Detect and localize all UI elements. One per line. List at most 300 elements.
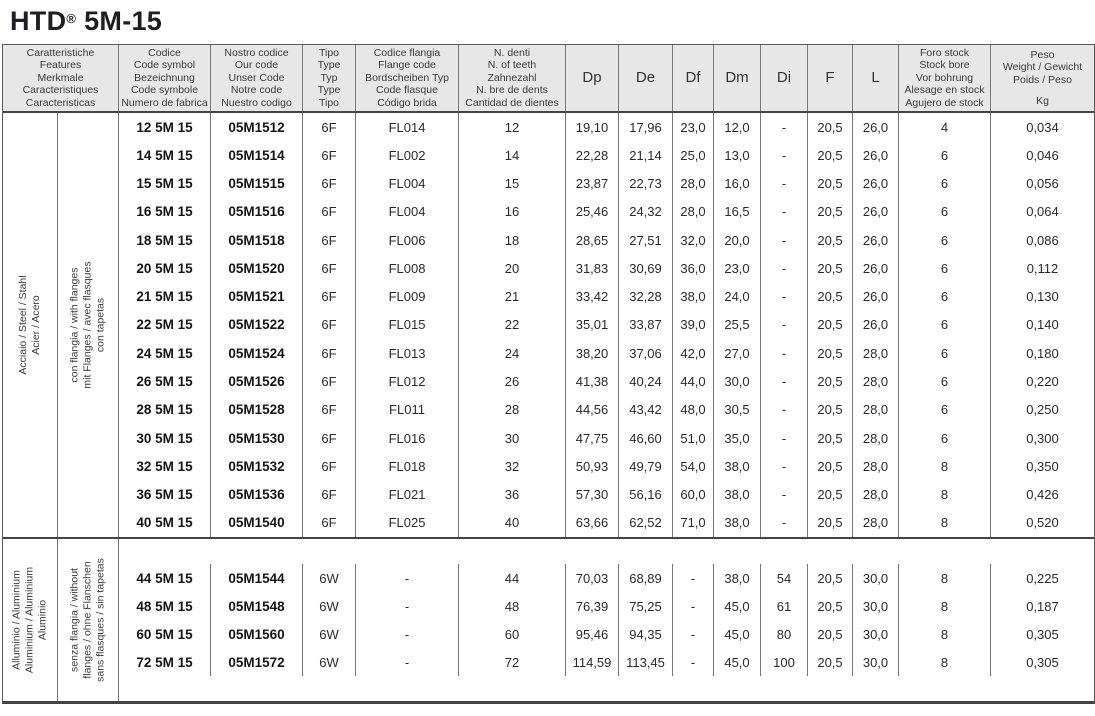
cell-weight: 0,250 (1026, 402, 1059, 418)
cell-weight: 0,056 (1026, 176, 1059, 192)
cell-dp: 25,46 (566, 198, 619, 226)
cell-dm: 16,0 (714, 170, 761, 198)
table-row (119, 339, 1094, 367)
cell-df: - (673, 620, 714, 648)
section-aluminium (3, 537, 1094, 701)
cell-stock-bore: 6 (899, 339, 991, 367)
cell-our-code: 05M1522 (211, 311, 303, 339)
cell-df: 71,0 (673, 509, 714, 537)
table-row (119, 396, 1094, 424)
cell-dm: 38,0 (714, 480, 761, 508)
cell-dp: 114,59 (566, 648, 619, 676)
cell-flange-code: FL015 (356, 311, 459, 339)
cell-stock-bore: 6 (899, 170, 991, 198)
cell-code-symbol: 15 5M 15 (119, 170, 211, 198)
table-row (119, 367, 1094, 395)
cell-f: 20,5 (808, 564, 853, 592)
cell-df: 36,0 (673, 254, 714, 282)
cell-f: 20,5 (808, 283, 853, 311)
cell-weight: 0,112 (1026, 260, 1059, 276)
cell-type: 6F (303, 113, 356, 141)
cell-code-symbol: 18 5M 15 (119, 226, 211, 254)
cell-f: 20,5 (808, 592, 853, 620)
cell-l: 26,0 (853, 254, 899, 282)
cell-flange-code: FL018 (356, 452, 459, 480)
cell-teeth: 60 (459, 620, 566, 648)
cell-flange-code: - (356, 648, 459, 676)
cell-df: 39,0 (673, 311, 714, 339)
cell-df: 48,0 (673, 396, 714, 424)
cell-f: 20,5 (808, 452, 853, 480)
cell-f: 20,5 (808, 648, 853, 676)
cell-flange-code: - (356, 592, 459, 620)
cell-stock-bore: 6 (899, 396, 991, 424)
cell-our-code: 05M1548 (211, 592, 303, 620)
cell-code-symbol: 26 5M 15 (119, 367, 211, 395)
cell-weight: 0,426 (1026, 487, 1059, 503)
cell-teeth: 15 (459, 170, 566, 198)
cell-de: 17,96 (619, 113, 673, 141)
cell-code-symbol: 22 5M 15 (119, 311, 211, 339)
cell-de: 27,51 (619, 226, 673, 254)
cell-l: 28,0 (853, 396, 899, 424)
table-row (119, 311, 1094, 339)
table-header-row (3, 45, 1094, 113)
cell-weight: 0,520 (1026, 515, 1059, 531)
cell-code-symbol: 16 5M 15 (119, 198, 211, 226)
cell-de: 30,69 (619, 254, 673, 282)
cell-dp: 22,28 (566, 141, 619, 169)
cell-weight: 0,350 (1026, 458, 1059, 474)
cell-type: 6W (303, 592, 356, 620)
cell-di: - (761, 311, 808, 339)
cell-teeth: 40 (459, 509, 566, 537)
cell-f: 20,5 (808, 170, 853, 198)
cell-weight: 0,046 (1026, 147, 1059, 163)
cell-de: 75,25 (619, 592, 673, 620)
steel-rows (119, 113, 1094, 537)
cell-df: 32,0 (673, 226, 714, 254)
cell-weight: 0,305 (1026, 626, 1059, 642)
cell-code-symbol: 21 5M 15 (119, 283, 211, 311)
cell-dp: 57,30 (566, 480, 619, 508)
cell-weight: 0,064 (1026, 204, 1059, 220)
cell-flange-code: FL006 (356, 226, 459, 254)
header-teeth-count: N. denti N. of teeth Zahnezahl N. bre de dents Cantidad de dientes (459, 45, 566, 111)
header-our-code: Nostro codice Our code Unser Code Notre code Nuestro codigo (211, 45, 303, 111)
cell-stock-bore: 8 (899, 564, 991, 592)
cell-dm: 13,0 (714, 141, 761, 169)
cell-flange-code: FL021 (356, 480, 459, 508)
cell-dm: 20,0 (714, 226, 761, 254)
cell-code-symbol: 32 5M 15 (119, 452, 211, 480)
cell-teeth: 21 (459, 283, 566, 311)
section-steel (3, 113, 1094, 537)
cell-stock-bore: 6 (899, 198, 991, 226)
cell-our-code: 05M1524 (211, 339, 303, 367)
cell-dp: 76,39 (566, 592, 619, 620)
cell-flange-code: FL004 (356, 198, 459, 226)
cell-l: 26,0 (853, 283, 899, 311)
cell-our-code: 05M1516 (211, 198, 303, 226)
table-row (119, 509, 1094, 537)
cell-our-code: 05M1518 (211, 226, 303, 254)
cell-weight: 0,140 (1026, 317, 1059, 333)
cell-stock-bore: 8 (899, 648, 991, 676)
cell-di: - (761, 141, 808, 169)
cell-l: 30,0 (853, 592, 899, 620)
cell-df: 28,0 (673, 170, 714, 198)
cell-code-symbol: 72 5M 15 (119, 648, 211, 676)
cell-flange-code: FL002 (356, 141, 459, 169)
cell-weight: 0,180 (1026, 345, 1059, 361)
cell-df: - (673, 564, 714, 592)
header-di: Di (761, 45, 808, 111)
cell-code-symbol: 28 5M 15 (119, 396, 211, 424)
cell-stock-bore: 6 (899, 311, 991, 339)
cell-f: 20,5 (808, 311, 853, 339)
cell-l: 30,0 (853, 648, 899, 676)
cell-dp: 28,65 (566, 226, 619, 254)
cell-teeth: 18 (459, 226, 566, 254)
cell-l: 28,0 (853, 367, 899, 395)
cell-di: - (761, 339, 808, 367)
cell-df: - (673, 648, 714, 676)
cell-dp: 47,75 (566, 424, 619, 452)
cell-dp: 63,66 (566, 509, 619, 537)
cell-stock-bore: 8 (899, 452, 991, 480)
cell-teeth: 20 (459, 254, 566, 282)
cell-code-symbol: 60 5M 15 (119, 620, 211, 648)
page-title (10, 6, 1093, 37)
header-l: L (853, 45, 899, 111)
cell-di: 61 (761, 592, 808, 620)
cell-teeth: 36 (459, 480, 566, 508)
cell-weight: 0,305 (1026, 654, 1059, 670)
table-row (119, 480, 1094, 508)
cell-l: 26,0 (853, 226, 899, 254)
cell-type: 6F (303, 311, 356, 339)
cell-dp: 19,10 (566, 113, 619, 141)
cell-dm: 35,0 (714, 424, 761, 452)
cell-di: - (761, 170, 808, 198)
cell-df: 54,0 (673, 452, 714, 480)
flange-label-with-flanges: con flangia / with flanges mit Flanges / avec flasques con tapetas (58, 113, 119, 537)
cell-dm: 16,5 (714, 198, 761, 226)
cell-stock-bore: 6 (899, 254, 991, 282)
cell-stock-bore: 8 (899, 592, 991, 620)
cell-di: - (761, 509, 808, 537)
cell-our-code: 05M1530 (211, 424, 303, 452)
cell-di: - (761, 226, 808, 254)
cell-teeth: 22 (459, 311, 566, 339)
cell-code-symbol: 14 5M 15 (119, 141, 211, 169)
cell-weight: 0,130 (1026, 289, 1059, 305)
cell-l: 26,0 (853, 311, 899, 339)
cell-dm: 45,0 (714, 648, 761, 676)
cell-type: 6F (303, 396, 356, 424)
cell-dm: 38,0 (714, 452, 761, 480)
table-row (119, 424, 1094, 452)
cell-teeth: 24 (459, 339, 566, 367)
cell-type: 6F (303, 509, 356, 537)
cell-l: 26,0 (853, 170, 899, 198)
cell-de: 37,06 (619, 339, 673, 367)
cell-flange-code: - (356, 564, 459, 592)
flange-label-without-flanges: senza flangia / without flanges / ohne Flanschen sans flasques / sin tapetas (58, 539, 119, 701)
cell-code-symbol: 30 5M 15 (119, 424, 211, 452)
cell-code-symbol: 12 5M 15 (119, 113, 211, 141)
cell-teeth: 30 (459, 424, 566, 452)
cell-l: 28,0 (853, 452, 899, 480)
cell-code-symbol: 36 5M 15 (119, 480, 211, 508)
cell-dp: 33,42 (566, 283, 619, 311)
cell-teeth: 12 (459, 113, 566, 141)
cell-de: 43,42 (619, 396, 673, 424)
cell-our-code: 05M1540 (211, 509, 303, 537)
cell-f: 20,5 (808, 339, 853, 367)
cell-de: 40,24 (619, 367, 673, 395)
header-df: Df (673, 45, 714, 111)
cell-l: 28,0 (853, 424, 899, 452)
registered-trademark-symbol: ® (66, 11, 77, 26)
cell-type: 6F (303, 198, 356, 226)
header-flange-code: Codice flangia Flange code Bordscheiben Typ Code flasque Código brida (356, 45, 459, 111)
cell-de: 68,89 (619, 564, 673, 592)
cell-f: 20,5 (808, 141, 853, 169)
header-type: Tipo Type Typ Type Tipo (303, 45, 356, 111)
cell-dm: 30,5 (714, 396, 761, 424)
cell-l: 30,0 (853, 620, 899, 648)
cell-l: 26,0 (853, 198, 899, 226)
cell-dm: 12,0 (714, 113, 761, 141)
cell-df: 28,0 (673, 198, 714, 226)
cell-our-code: 05M1560 (211, 620, 303, 648)
cell-type: 6F (303, 424, 356, 452)
cell-code-symbol: 40 5M 15 (119, 509, 211, 537)
title-brand: HTD (10, 6, 67, 36)
cell-flange-code: FL012 (356, 367, 459, 395)
cell-df: 38,0 (673, 283, 714, 311)
cell-dp: 70,03 (566, 564, 619, 592)
cell-df: 51,0 (673, 424, 714, 452)
cell-flange-code: FL011 (356, 396, 459, 424)
cell-df: 60,0 (673, 480, 714, 508)
cell-weight: 0,300 (1026, 430, 1059, 446)
cell-df: 42,0 (673, 339, 714, 367)
table-row (119, 592, 1094, 620)
cell-di: - (761, 396, 808, 424)
header-f: F (808, 45, 853, 111)
cell-de: 49,79 (619, 452, 673, 480)
cell-flange-code: - (356, 620, 459, 648)
material-label-steel: Acciaio / Steel / Stahl Acier / Acero (3, 113, 58, 537)
cell-teeth: 72 (459, 648, 566, 676)
cell-weight: 0,187 (1026, 598, 1059, 614)
cell-di: - (761, 283, 808, 311)
cell-de: 24,32 (619, 198, 673, 226)
cell-df: 44,0 (673, 367, 714, 395)
cell-dm: 30,0 (714, 367, 761, 395)
cell-f: 20,5 (808, 254, 853, 282)
cell-type: 6F (303, 226, 356, 254)
cell-dm: 38,0 (714, 509, 761, 537)
cell-l: 26,0 (853, 113, 899, 141)
cell-stock-bore: 6 (899, 226, 991, 254)
cell-dp: 41,38 (566, 367, 619, 395)
cell-type: 6F (303, 367, 356, 395)
cell-flange-code: FL009 (356, 283, 459, 311)
cell-de: 94,35 (619, 620, 673, 648)
table-row (119, 113, 1094, 141)
cell-teeth: 28 (459, 396, 566, 424)
cell-flange-code: FL008 (356, 254, 459, 282)
cell-flange-code: FL016 (356, 424, 459, 452)
header-characteristics: Caratteristiche Features Merkmale Caracteristiques Caracteristicas (3, 45, 119, 111)
cell-our-code: 05M1515 (211, 170, 303, 198)
header-stock-bore: Foro stock Stock bore Vor bohrung Alesage en stock Agujero de stock (899, 45, 991, 111)
header-de: De (619, 45, 673, 111)
cell-flange-code: FL014 (356, 113, 459, 141)
cell-f: 20,5 (808, 480, 853, 508)
table-row (119, 226, 1094, 254)
table-row (119, 564, 1094, 592)
cell-code-symbol: 48 5M 15 (119, 592, 211, 620)
cell-weight: 0,220 (1026, 374, 1059, 390)
material-label-aluminium: Alluminio / Aluminium Aluminium / Aluminium Aluminio (3, 539, 58, 701)
cell-di: - (761, 452, 808, 480)
cell-dm: 27,0 (714, 339, 761, 367)
cell-teeth: 26 (459, 367, 566, 395)
table-row (119, 648, 1094, 676)
table-row (119, 283, 1094, 311)
header-dp: Dp (566, 45, 619, 111)
cell-our-code: 05M1536 (211, 480, 303, 508)
cell-teeth: 16 (459, 198, 566, 226)
cell-type: 6F (303, 480, 356, 508)
cell-de: 113,45 (619, 648, 673, 676)
cell-de: 33,87 (619, 311, 673, 339)
cell-our-code: 05M1532 (211, 452, 303, 480)
cell-dp: 38,20 (566, 339, 619, 367)
cell-f: 20,5 (808, 113, 853, 141)
cell-teeth: 14 (459, 141, 566, 169)
cell-di: - (761, 198, 808, 226)
cell-de: 46,60 (619, 424, 673, 452)
cell-stock-bore: 6 (899, 141, 991, 169)
cell-dm: 38,0 (714, 564, 761, 592)
cell-di: 100 (761, 648, 808, 676)
cell-type: 6F (303, 254, 356, 282)
cell-f: 20,5 (808, 198, 853, 226)
cell-our-code: 05M1514 (211, 141, 303, 169)
cell-de: 22,73 (619, 170, 673, 198)
cell-type: 6F (303, 452, 356, 480)
aluminium-rows (119, 539, 1094, 701)
cell-l: 28,0 (853, 509, 899, 537)
cell-stock-bore: 8 (899, 620, 991, 648)
cell-type: 6F (303, 170, 356, 198)
table-row (119, 198, 1094, 226)
cell-stock-bore: 6 (899, 367, 991, 395)
cell-de: 32,28 (619, 283, 673, 311)
header-code-symbol: Codice Code symbol Bezeichnung Code symbole Numero de fabrica (119, 45, 211, 111)
header-weight: Peso Weight / Gewicht Poids / Peso Kg (1002, 48, 1083, 107)
cell-our-code: 05M1520 (211, 254, 303, 282)
cell-f: 20,5 (808, 424, 853, 452)
cell-f: 20,5 (808, 367, 853, 395)
cell-l: 30,0 (853, 564, 899, 592)
cell-our-code: 05M1521 (211, 283, 303, 311)
cell-dp: 44,56 (566, 396, 619, 424)
table-row (119, 452, 1094, 480)
cell-flange-code: FL013 (356, 339, 459, 367)
cell-type: 6F (303, 339, 356, 367)
cell-stock-bore: 8 (899, 480, 991, 508)
cell-our-code: 05M1544 (211, 564, 303, 592)
cell-flange-code: FL004 (356, 170, 459, 198)
cell-di: - (761, 424, 808, 452)
cell-df: - (673, 592, 714, 620)
cell-our-code: 05M1572 (211, 648, 303, 676)
cell-our-code: 05M1526 (211, 367, 303, 395)
cell-stock-bore: 6 (899, 424, 991, 452)
cell-type: 6W (303, 620, 356, 648)
cell-de: 21,14 (619, 141, 673, 169)
cell-type: 6F (303, 141, 356, 169)
cell-our-code: 05M1512 (211, 113, 303, 141)
cell-stock-bore: 8 (899, 509, 991, 537)
cell-type: 6W (303, 648, 356, 676)
cell-dm: 25,5 (714, 311, 761, 339)
cell-type: 6W (303, 564, 356, 592)
cell-weight: 0,034 (1026, 119, 1059, 135)
cell-di: - (761, 480, 808, 508)
cell-teeth: 32 (459, 452, 566, 480)
cell-dp: 23,87 (566, 170, 619, 198)
cell-l: 26,0 (853, 141, 899, 169)
cell-f: 20,5 (808, 226, 853, 254)
cell-dp: 31,83 (566, 254, 619, 282)
table-row (119, 141, 1094, 169)
cell-de: 62,52 (619, 509, 673, 537)
cell-di: 80 (761, 620, 808, 648)
cell-flange-code: FL025 (356, 509, 459, 537)
cell-di: - (761, 113, 808, 141)
cell-teeth: 48 (459, 592, 566, 620)
cell-dm: 24,0 (714, 283, 761, 311)
cell-our-code: 05M1528 (211, 396, 303, 424)
cell-code-symbol: 20 5M 15 (119, 254, 211, 282)
cell-dm: 45,0 (714, 592, 761, 620)
cell-dp: 35,01 (566, 311, 619, 339)
title-model: 5M-15 (76, 6, 163, 36)
cell-di: 54 (761, 564, 808, 592)
header-dm: Dm (714, 45, 761, 111)
cell-stock-bore: 6 (899, 283, 991, 311)
cell-dm: 45,0 (714, 620, 761, 648)
cell-df: 23,0 (673, 113, 714, 141)
cell-di: - (761, 367, 808, 395)
cell-df: 25,0 (673, 141, 714, 169)
table-row (119, 170, 1094, 198)
cell-weight: 0,225 (1026, 570, 1059, 586)
cell-f: 20,5 (808, 620, 853, 648)
table-row (119, 620, 1094, 648)
cell-l: 28,0 (853, 339, 899, 367)
cell-de: 56,16 (619, 480, 673, 508)
cell-teeth: 44 (459, 564, 566, 592)
